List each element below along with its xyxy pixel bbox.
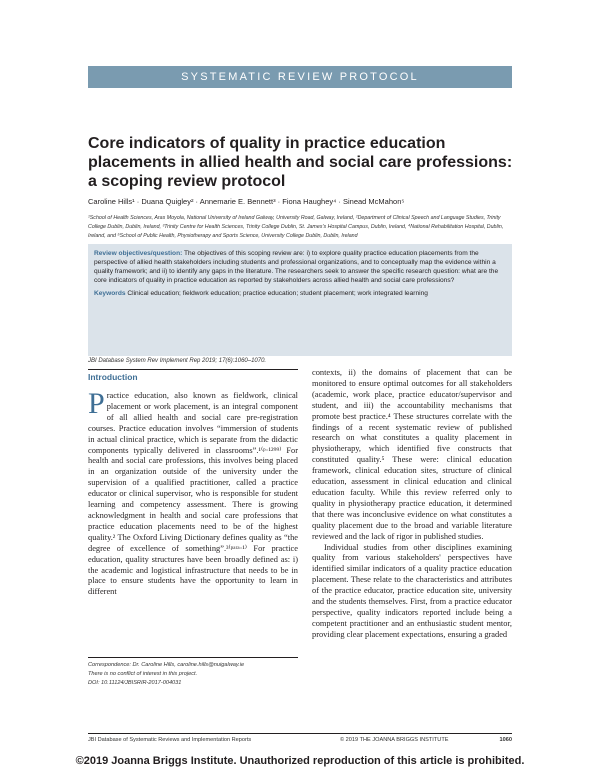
- correspondence-notes: [88, 661, 298, 689]
- copyright-notice: ©2019 Joanna Briggs Institute. Unauthorized reproduction of this article is prohibited.: [75, 755, 525, 767]
- footer-institute: © 2019 THE JOANNA BRIGGS INSTITUTE: [340, 737, 449, 743]
- correspondence: Correspondence: Dr. Caroline Hills, caroline.hills@nuigalway.ie: [88, 662, 245, 668]
- page-number: 1060: [499, 737, 512, 743]
- abstract-label: Review objectives/question:: [94, 250, 183, 257]
- paragraph: contexts, ii) the domains of placement that can be monitored to ensure optimal outcomes for all stakeholders (academic, work place, practice educator/supervisor and student, and iii) the accountability mechanisms that promote best practice.⁴ These structures correlate with the findings of a recent systematic review of published research on what constitutes a quality placement in physiotherapy, which identified five constructs that constituted quality.⁵ These were: clinical education framework, clinical education sites, structure of clinical education, assessment in clinical education and clinical education faculty. While this review referred only to quality in physiotherapy practice education, it determined that there was inconclusive evidence on what constitutes a quality placement due to the broad and variable literature reviewed and the lack of rigor in published studies.: [312, 368, 512, 541]
- article-title: Core indicators of quality in practice education placements in allied health and social care professions: a scoping review protocol: [88, 135, 513, 190]
- paragraph: ractice education, also known as fieldwork, clinical placement or work placement, is an integral component of all allied health and social care pre-registration courses. Practice education involves “immersion of students in actual clinical practice, which is separate from the didactic components typically delivered in classrooms”.¹⁽ᵖ·¹²⁹⁹⁾ For health and social care professions, this involves being placed in an organization outside of the university under the supervision of a qualified practitioner, called a practice educator or clinical supervisor, who is responsible for student learning and competency assessment. There is growing acknowledgment in health and social care professions that practice education placements need to be of the highest quality.² The Oxford Living Dictionary defines quality as “the degree of excellence of something”.³⁽ᵖᵃʳᵃ·¹⁾ For practice education, quality structures have been broadly defined as: i) the academic and logistical infrastructure that needs to be in place to ensure students have the opportunity to learn in different: [88, 391, 298, 597]
- section-heading-introduction: Introduction: [88, 372, 138, 382]
- paragraph: Individual studies from other disciplines examining quality from various stakeholders' perspectives have identified similar indicators of a quality practice education placement. These relate to the characteristics and attributes of the practice educator, practice education site, university and the students themselves. First, from a practice educator perspective, quality indicators reported include being a competent practitioner and an enthusiastic student mentor, providing clear placement expectations, ensuring a graded: [312, 542, 512, 639]
- divider: [88, 369, 298, 370]
- keywords: [94, 290, 506, 299]
- keywords-text: Clinical education; fieldwork education; practice education; student placement; work integrated learning: [127, 289, 428, 297]
- footer-journal: JBI Database of Systematic Reviews and Implementation Reports: [88, 737, 252, 743]
- section-banner: SYSTEMATIC REVIEW PROTOCOL: [88, 66, 512, 88]
- journal-citation: JBI Database System Rev Implement Rep 2019; 17(6):1060–1070.: [88, 358, 267, 364]
- notes-divider: [88, 657, 298, 658]
- abstract-box: [88, 244, 512, 356]
- abstract-text: The objectives of this scoping review are: i) to explore quality practice education placements from the perspective of allied health stakeholders including students and professional organizations, and to conceptually map the evidence within a quality framework; and ii) to identify any gaps in the literature. The researchers seek to answer the specific research question: what are the core indicators of quality in practice education as reported by stakeholders across allied health and social care professions?: [94, 250, 499, 284]
- footer-divider: [88, 733, 512, 734]
- conflict-statement: There is no conflict of interest in this project.: [88, 671, 198, 678]
- affiliations: ¹School of Health Sciences, Aras Moyola, National University of Ireland Galway, University Road, Galway, Ireland, ²Department of Clinical Speech and Language Studies, Trinity College Dublin, Dublin, Ireland, ³Trinity Centre for Health Sciences, Trinity College Dublin, St. James's Hospital Campus, Dublin, Ireland, ⁴National Rehabilitation Hospital, Dublin, Ireland, and ⁵School of Public Health, Physiotherapy and Sports Science, University College Dublin, Dublin, Ireland: [88, 215, 504, 239]
- doi: DOI: 10.11124/JBISRIR-2017-004031: [88, 680, 182, 687]
- author-list: Caroline Hills¹ · Duana Quigley² · Annemarie E. Bennett³ · Fiona Haughey⁴ · Sinead McMahon⁵: [88, 197, 405, 206]
- drop-cap: P: [88, 391, 105, 420]
- keywords-label: Keywords: [94, 289, 126, 297]
- body-column-right: [312, 368, 512, 700]
- body-column-left: [88, 391, 298, 653]
